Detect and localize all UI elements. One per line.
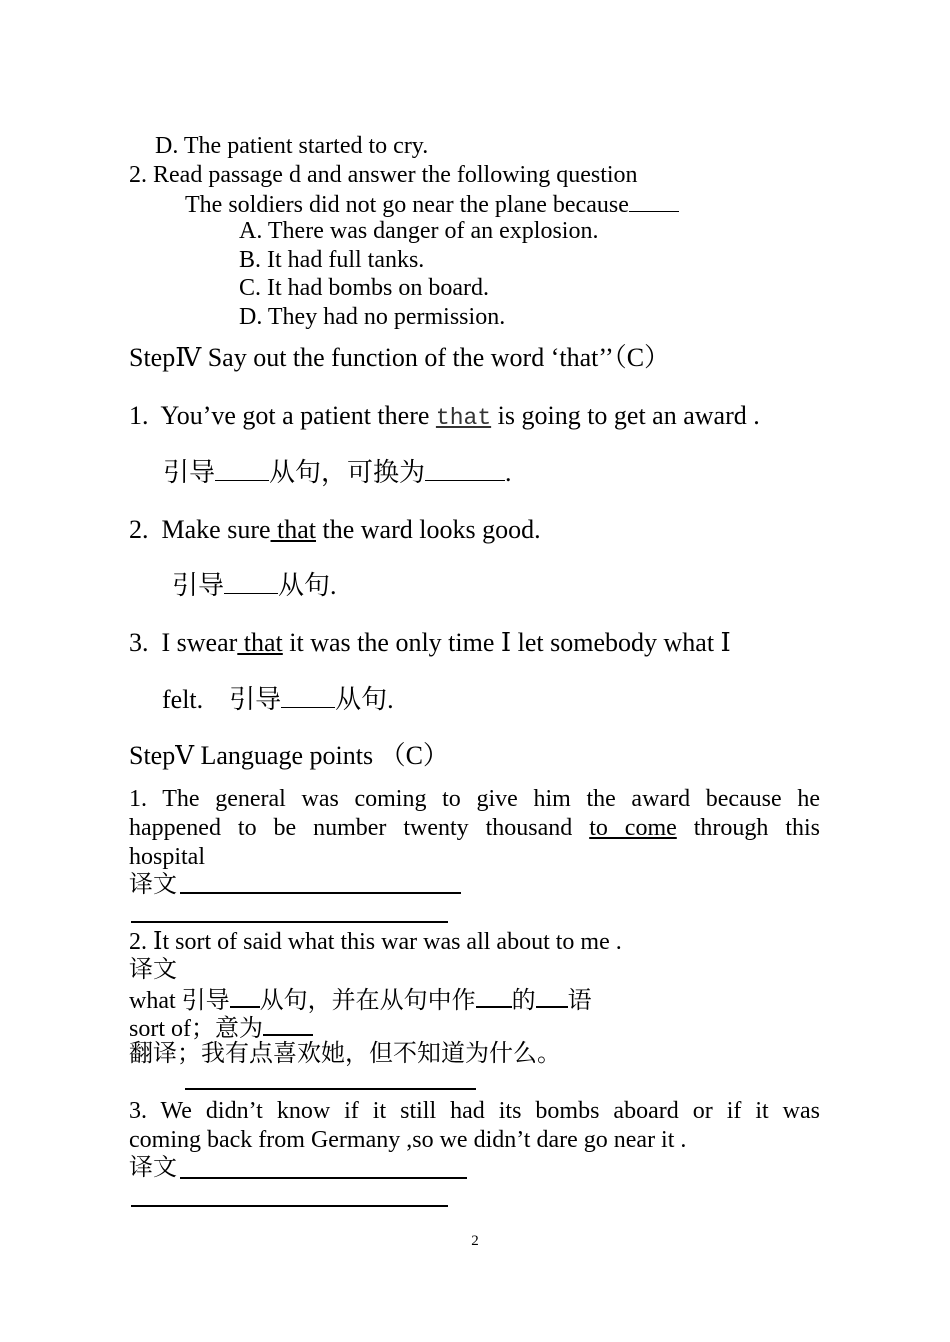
step4-item-3 (129, 628, 731, 658)
note-text: 引导 (163, 458, 216, 487)
item-text: felt. (162, 685, 204, 714)
stem-text: The soldiers did not go near the plane because (185, 192, 629, 218)
p2-translate-line: 翻译；我有点喜欢她，但不知道为什么。 (129, 1041, 561, 1067)
p1-line-1: 1. The general was coming to give him the award because he (129, 786, 820, 812)
p2-text: 的 (511, 988, 536, 1014)
option-b: B. It had full tanks. (239, 247, 425, 273)
p1-line-3: hospital (129, 844, 205, 870)
item-text: I swear (161, 628, 238, 657)
p1-text: through this (693, 815, 820, 841)
p3-translation-line-2 (131, 1205, 448, 1207)
note-text: 引导 (172, 571, 225, 600)
blank (224, 571, 278, 594)
p3-line-2: coming back from Germany ,so we didn’t dare go near it . (129, 1127, 687, 1153)
p1-line-2 (129, 814, 820, 843)
p3-line-1: 3. We didn’t know if it still had its bombs aboard or if it was (129, 1098, 820, 1124)
item-text: is going to get an award . (497, 401, 760, 430)
item-number: 3. (129, 628, 149, 657)
step5-heading: StepⅤ Language points （C） (129, 741, 449, 770)
note-text: 从句. (278, 571, 337, 600)
item-text: Make sure (161, 515, 271, 544)
answer-blank (629, 189, 679, 212)
p1-translation-line (180, 892, 461, 894)
underlined-that: that (270, 515, 317, 544)
p2-text: sort of；意为 (129, 1016, 263, 1042)
underlined-that: that (237, 628, 283, 657)
item-text: it was the only time Ⅰ let somebody what Ⅰ (282, 628, 731, 657)
step4-item-1-note (163, 458, 512, 488)
note-text: 从句. (335, 685, 394, 714)
note-text: 引导 (229, 685, 282, 714)
option-a: A. There was danger of an explosion. (239, 218, 599, 244)
item-text: You’ve got a patient there (160, 401, 436, 430)
step4-heading: StepⅣ Say out the function of the word ‘that’’（C） (129, 343, 671, 372)
question-2: 2. Read passage d and answer the following question (129, 162, 638, 188)
p3-translation-label: 译文 (129, 1155, 177, 1181)
p1-translation-label: 译文 (129, 872, 177, 898)
step4-item-3-line2 (162, 685, 394, 715)
option-d: D. They had no permission. (239, 304, 506, 330)
note-text: . (505, 458, 512, 487)
p1-translation-line-2 (131, 921, 448, 923)
p2-line-1: 2. Ⅰt sort of said what this war was all about to me . (129, 929, 622, 955)
p2-what-line (129, 984, 592, 1015)
p2-sortof-line (129, 1012, 313, 1043)
p2-translation-label: 译文 (129, 957, 177, 983)
item-number: 1. (129, 401, 149, 430)
p3-translation-line (180, 1177, 467, 1179)
p2-text: 从句，并在从句中作 (259, 988, 476, 1014)
step4-item-1 (129, 401, 760, 433)
p2-translation-line (185, 1088, 476, 1090)
blank (536, 984, 568, 1008)
blank (263, 1012, 313, 1036)
blank (425, 458, 505, 481)
step4-item-2-note (172, 571, 337, 601)
item-text: the ward looks good. (316, 515, 541, 544)
page-number: 2 (471, 1233, 479, 1249)
note-text: 从句，可换为 (269, 458, 426, 487)
blank (476, 984, 512, 1008)
option-c: C. It had bombs on board. (239, 275, 489, 301)
underlined-to-come: to come (589, 815, 677, 841)
option-d-prev: D. The patient started to cry. (155, 133, 429, 159)
blank (281, 685, 335, 708)
blank (215, 458, 269, 481)
underlined-that: that (435, 405, 492, 431)
p1-text: happened to be number twenty thousand (129, 815, 573, 841)
step4-item-2 (129, 515, 541, 545)
p2-text: what 引导 (129, 988, 230, 1014)
item-number: 2. (129, 515, 149, 544)
p2-text: 语 (567, 988, 592, 1014)
question-2-stem (185, 189, 679, 219)
blank (230, 984, 260, 1008)
